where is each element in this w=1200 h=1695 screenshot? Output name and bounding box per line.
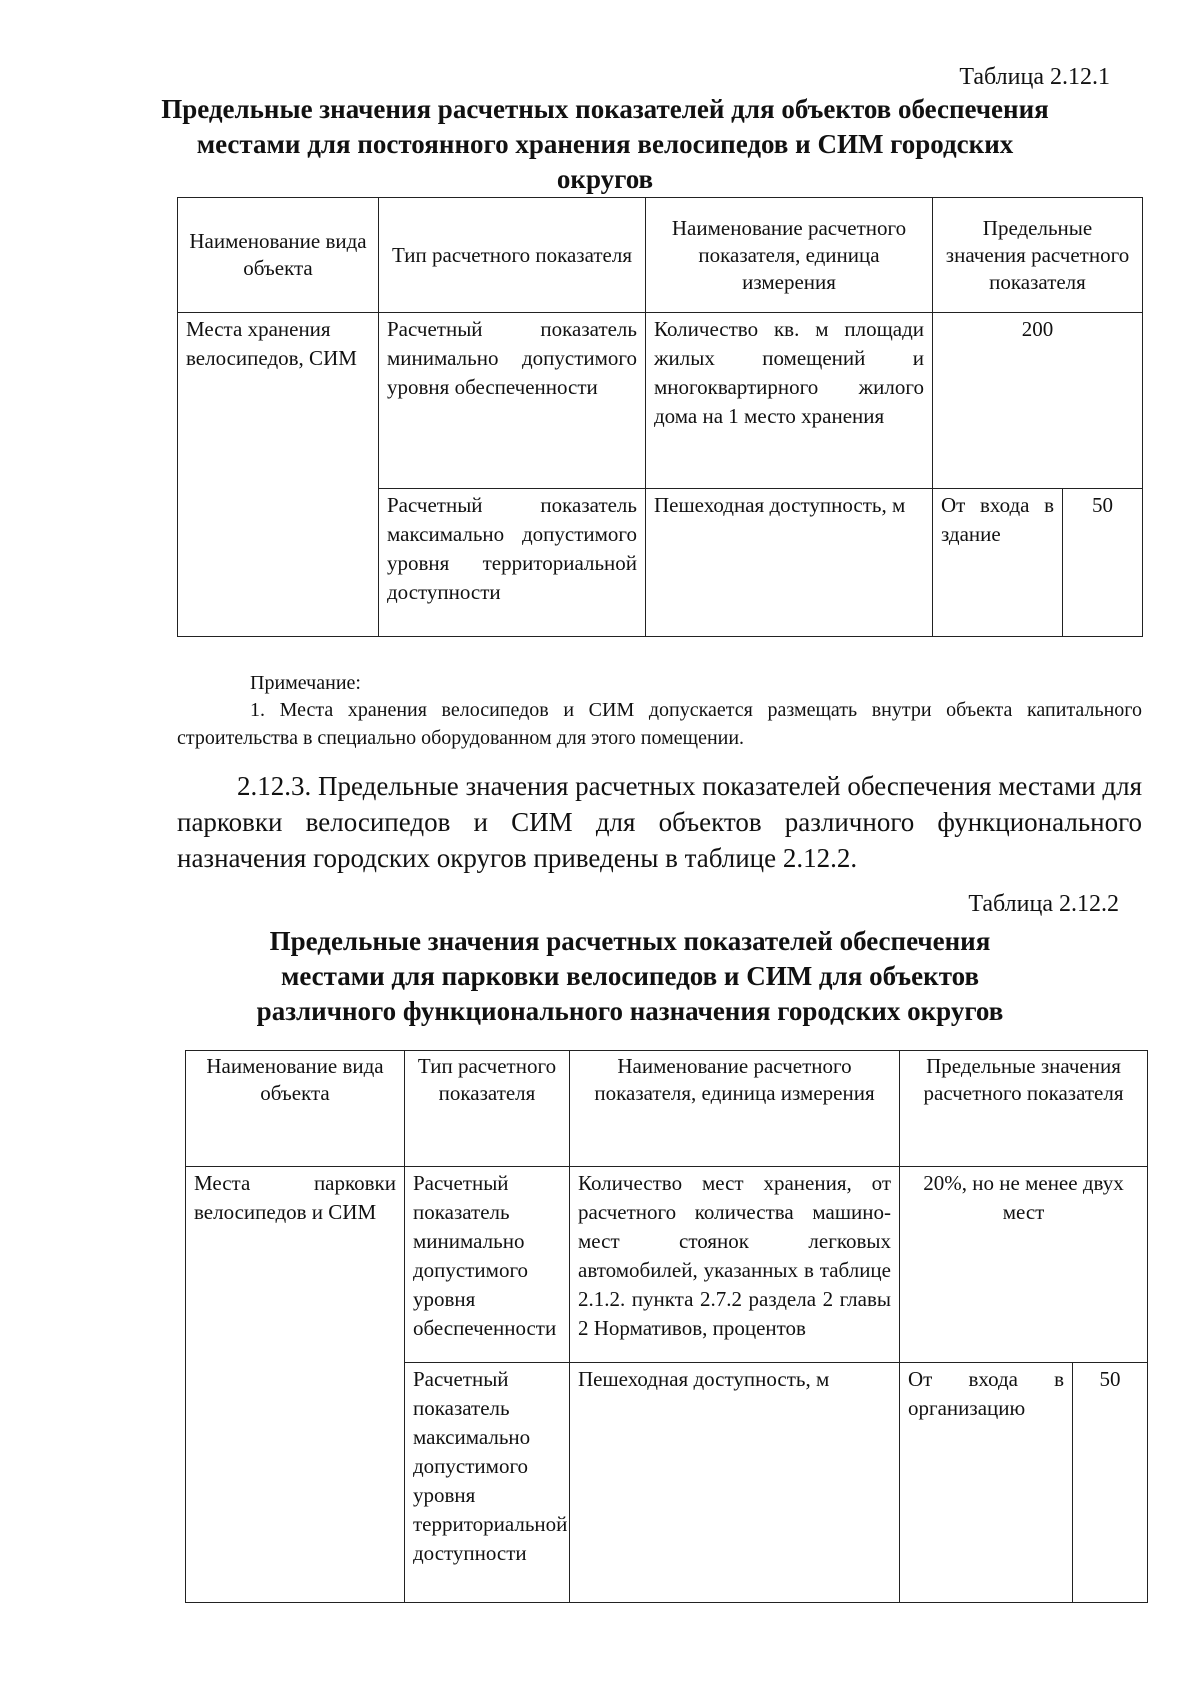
header-cell: Наименование вида объекта [178, 198, 379, 313]
paragraph-2-12-3: 2.12.3. Предельные значения расчетных показателей обеспечения местами для парковки велосипедов и СИМ для объектов различного функционального назначения городских округов приведены в таблице 2.12.2. [177, 771, 1142, 873]
table-2-label: Таблица 2.12.2 [968, 891, 1119, 917]
table-1-title-line: местами для постоянного хранения велосипедов и СИМ городских [196, 129, 1014, 159]
table-1-header-row [178, 198, 1143, 313]
header-cell: Наименование расчетного показателя, единица измерения [570, 1051, 900, 1167]
header-cell: Тип расчетного показателя [405, 1051, 570, 1167]
table-2-title-line: Предельные значения расчетных показателей обеспечения [269, 926, 991, 956]
header-cell: Тип расчетного показателя [379, 198, 646, 313]
table-2-title-line: различного функционального назначения городских округов [256, 996, 1004, 1026]
indicator-value-cell: 200 [933, 313, 1143, 489]
note-title: Примечание: [250, 672, 361, 694]
indicator-name-cell: Пешеходная доступность, м [570, 1363, 900, 1603]
header-cell: Наименование вида объекта [186, 1051, 405, 1167]
indicator-value-label-cell: От входа в здание [933, 489, 1063, 637]
indicator-type-cell: Расчетный показатель минимально допустимого уровня обеспеченности [405, 1167, 570, 1363]
table-1-title-line: Предельные значения расчетных показателей для объектов обеспечения [161, 94, 1049, 124]
table-1-title-line: округов [556, 164, 654, 194]
header-cell: Наименование расчетного показателя, единица измерения [646, 198, 933, 313]
indicator-name-cell: Количество кв. м площади жилых помещений и многоквартирного жилого дома на 1 место хранения [646, 313, 933, 489]
indicator-type-cell: Расчетный показатель максимально допустимого уровня территориальной доступности [405, 1363, 570, 1603]
table-1-title [160, 92, 1050, 197]
indicator-value-cell: 20%, но не менее двух мест [900, 1167, 1148, 1363]
indicator-value-cell: 50 [1073, 1363, 1148, 1603]
table-1-label: Таблица 2.12.1 [959, 64, 1110, 90]
object-cell: Места парковки велосипедов и СИМ [186, 1167, 405, 1603]
indicator-type-cell: Расчетный показатель максимально допустимого уровня территориальной доступности [379, 489, 646, 637]
indicator-type-cell: Расчетный показатель минимально допустимого уровня обеспеченности [379, 313, 646, 489]
note-text: 1. Места хранения велосипедов и СИМ допускается размещать внутри объекта капитального строительства в специально оборудованном для этого помещении. [177, 699, 1142, 749]
table-2 [185, 1050, 1148, 1603]
object-cell: Места хранения велосипедов, СИМ [178, 313, 379, 637]
indicator-name-cell: Количество мест хранения, от расчетного количества машино-мест стоянок легковых автомобилей, указанных в таблице 2.1.2. пункта 2.7.2 раздела 2 главы 2 Нормативов, процентов [570, 1167, 900, 1363]
table-1 [177, 197, 1143, 637]
table-2-header-row [186, 1051, 1148, 1167]
indicator-name-cell: Пешеходная доступность, м [646, 489, 933, 637]
header-cell: Предельные значения расчетного показателя [933, 198, 1143, 313]
table-row [186, 1167, 1148, 1363]
indicator-value-cell: 50 [1063, 489, 1143, 637]
indicator-value-label-cell: От входа в организацию [900, 1363, 1073, 1603]
table-2-title-line: местами для парковки велосипедов и СИМ для объектов [280, 961, 980, 991]
table-row [178, 313, 1143, 489]
header-cell: Предельные значения расчетного показателя [900, 1051, 1148, 1167]
table-2-title [180, 924, 1080, 1029]
